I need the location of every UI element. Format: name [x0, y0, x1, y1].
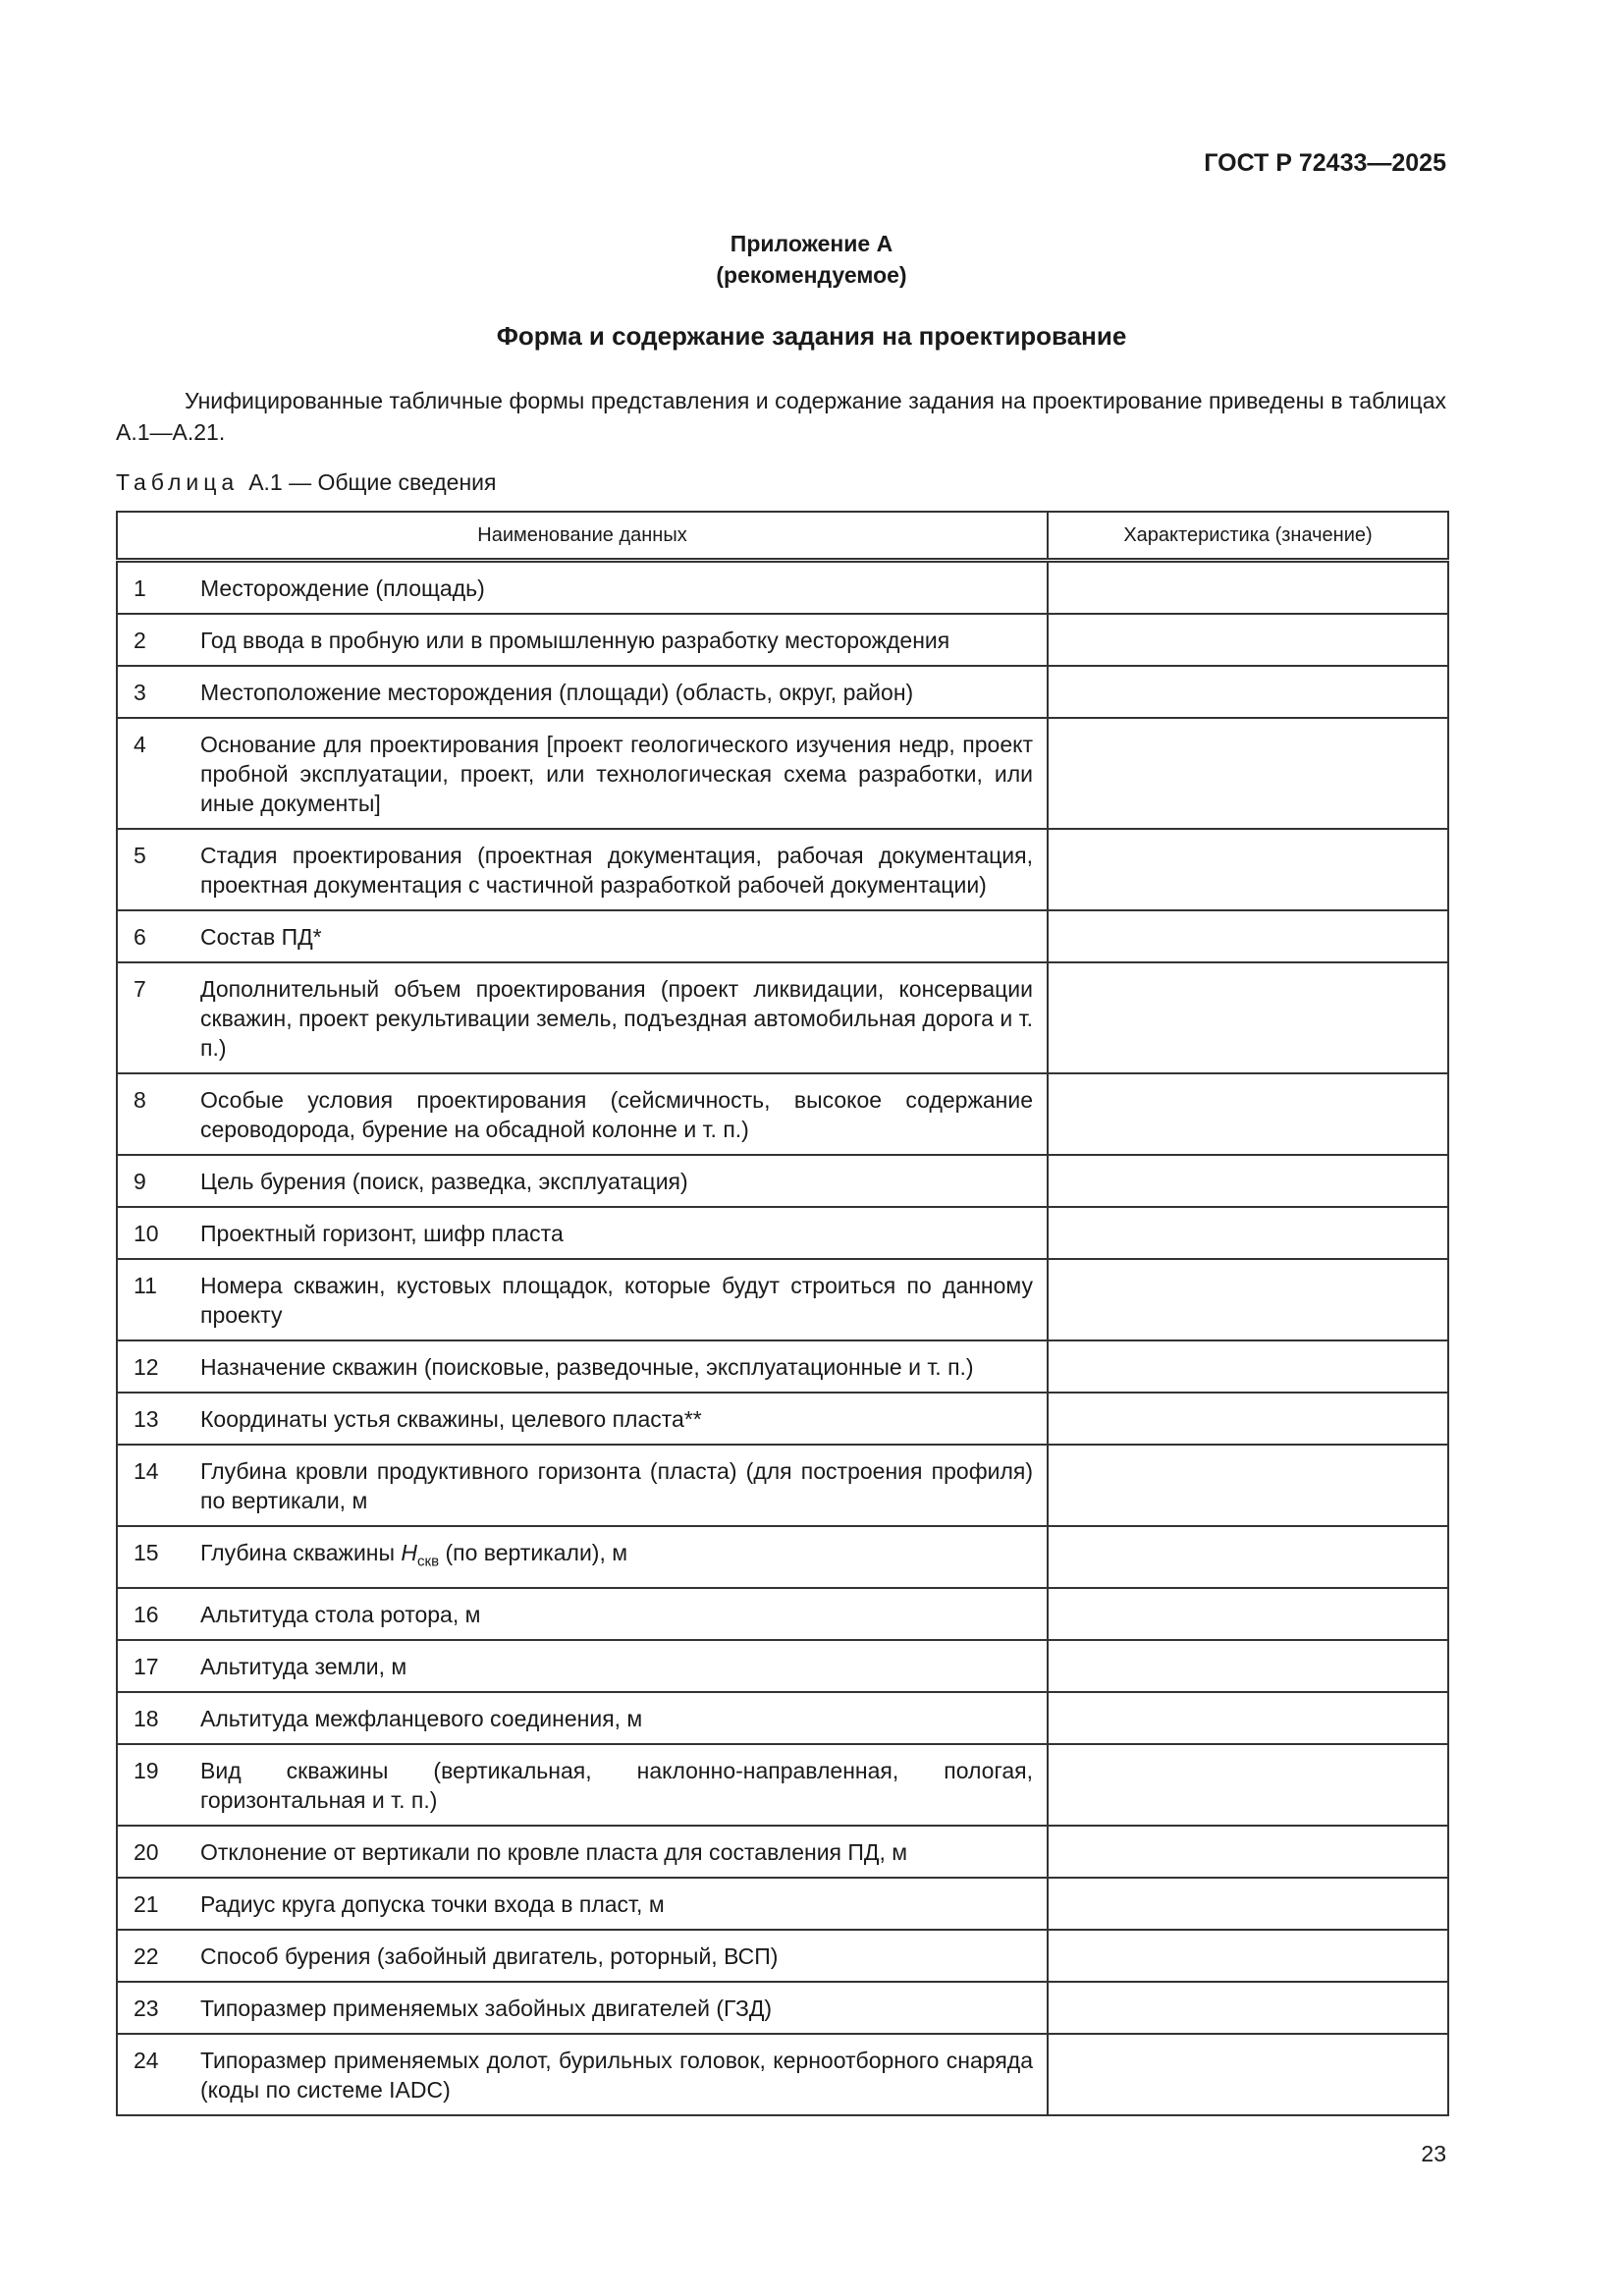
row-number: 16 — [134, 1601, 159, 1627]
row-text: Способ бурения (забойный двигатель, роторный, ВСП) — [200, 1942, 779, 1969]
intro-text: Унифицированные табличные формы представления и содержание задания на проектирование приведены в таблицах А.1—А.21. — [116, 388, 1446, 445]
row-text: Год ввода в пробную или в промышленную разработку месторождения — [200, 628, 950, 653]
data-name-cell — [117, 1259, 1048, 1340]
row-text: Цель бурения (поиск, разведка, эксплуатация) — [200, 1169, 688, 1194]
row-number: 9 — [134, 1169, 146, 1194]
value-cell — [1048, 910, 1448, 962]
table-row — [117, 1640, 1448, 1692]
table-row — [117, 962, 1448, 1073]
data-name-cell — [117, 1878, 1048, 1930]
table-row — [117, 1692, 1448, 1744]
row-number: 21 — [134, 1890, 159, 1917]
row-number: 8 — [134, 1087, 146, 1113]
row-text: Типоразмер применяемых долот, бурильных головок, керноотборного снаряда (коды по системе IADC) — [200, 2047, 1033, 2103]
value-cell — [1048, 1826, 1448, 1878]
row-text: Радиус круга допуска точки входа в пласт, м — [200, 1890, 665, 1917]
row-content — [118, 1941, 1033, 1971]
row-number: 6 — [134, 924, 146, 950]
table-row — [117, 614, 1448, 666]
table-row — [117, 1526, 1448, 1588]
value-cell — [1048, 1692, 1448, 1744]
row-number: 11 — [134, 1273, 157, 1298]
table-caption-text: А.1 — Общие сведения — [248, 469, 497, 495]
value-cell — [1048, 561, 1448, 615]
row-content — [118, 974, 1033, 1063]
row-content — [118, 1652, 1033, 1681]
row-text: Основание для проектирования [проект геологического изучения недр, проект пробной эксплуатации, проект, или технологическая схема разработки, или иные документы] — [200, 732, 1033, 816]
row-text: Стадия проектирования (проектная документация, рабочая документация, проектная документация с частичной разработкой рабочей документации) — [200, 843, 1033, 898]
value-cell — [1048, 1340, 1448, 1393]
row-content — [118, 1085, 1033, 1144]
value-cell — [1048, 1445, 1448, 1526]
row-text: Отклонение от вертикали по кровле пласта для составления ПД, м — [200, 1838, 908, 1865]
header-data-name: Наименование данных — [117, 512, 1048, 561]
row-text: Альтитуда стола ротора, м — [200, 1601, 481, 1627]
row-text — [200, 1538, 1033, 1577]
row-number: 12 — [134, 1354, 159, 1380]
row-number: 2 — [134, 628, 146, 653]
value-cell — [1048, 1640, 1448, 1692]
table-row — [117, 1155, 1448, 1207]
table-row — [117, 666, 1448, 718]
data-name-cell — [117, 1445, 1048, 1526]
page-number: 23 — [1421, 2141, 1446, 2166]
data-name-cell — [117, 1588, 1048, 1640]
row-content — [118, 626, 1033, 655]
value-cell — [1048, 1526, 1448, 1588]
section-title: Форма и содержание задания на проектирование — [496, 321, 1127, 351]
intro-paragraph — [116, 385, 1446, 448]
row-content — [118, 841, 1033, 900]
row-number: 4 — [134, 732, 146, 757]
row-content — [118, 1219, 1033, 1248]
row-content — [118, 678, 1033, 707]
value-cell — [1048, 1259, 1448, 1340]
row-text: Дополнительный объем проектирования (проект ликвидации, консервации скважин, проект рекультивации земель, подъездная автомобильная дорога и т. п.) — [200, 976, 1033, 1061]
data-name-cell — [117, 561, 1048, 615]
table-caption — [116, 469, 496, 496]
data-name-cell — [117, 1207, 1048, 1259]
row-content — [118, 1704, 1033, 1733]
row-content — [118, 1352, 1033, 1382]
row-text-before: Глубина скважины — [200, 1540, 396, 1565]
row-text: Альтитуда межфланцевого соединения, м — [200, 1705, 643, 1731]
row-text: Месторождение (площадь) — [200, 575, 485, 601]
row-content — [118, 1271, 1033, 1330]
row-number: 14 — [134, 1458, 159, 1484]
data-name-cell — [117, 910, 1048, 962]
row-number: 17 — [134, 1653, 159, 1679]
table-row — [117, 829, 1448, 910]
row-text: Особые условия проектирования (сейсмичность, высокое содержание сероводорода, бурение на обсадной колонне и т. п.) — [200, 1087, 1033, 1142]
row-content — [118, 730, 1033, 818]
data-name-cell — [117, 1826, 1048, 1878]
data-name-cell — [117, 962, 1048, 1073]
value-cell — [1048, 1393, 1448, 1445]
data-name-cell — [117, 666, 1048, 718]
row-content — [118, 1404, 1033, 1434]
table-row — [117, 1982, 1448, 2034]
data-name-cell — [117, 829, 1048, 910]
data-name-cell — [117, 1155, 1048, 1207]
data-name-cell — [117, 2034, 1048, 2115]
table-row — [117, 1259, 1448, 1340]
table-row — [117, 1340, 1448, 1393]
row-content — [118, 574, 1033, 603]
row-text: Координаты устья скважины, целевого пласта** — [200, 1406, 702, 1432]
value-cell — [1048, 718, 1448, 829]
row-number: 20 — [134, 1838, 159, 1865]
value-cell — [1048, 1155, 1448, 1207]
row-number: 24 — [134, 2047, 159, 2073]
data-name-cell — [117, 1982, 1048, 2034]
row-number: 5 — [134, 843, 146, 868]
row-number: 19 — [134, 1757, 159, 1783]
table-row — [117, 1445, 1448, 1526]
value-cell — [1048, 962, 1448, 1073]
table-row — [117, 1930, 1448, 1982]
value-cell — [1048, 1073, 1448, 1155]
table-row — [117, 1073, 1448, 1155]
table-row — [117, 561, 1448, 615]
header-characteristic: Характеристика (значение) — [1048, 512, 1448, 561]
table-row — [117, 1744, 1448, 1826]
data-name-cell — [117, 1692, 1048, 1744]
value-cell — [1048, 829, 1448, 910]
data-name-cell — [117, 614, 1048, 666]
row-content — [118, 2046, 1033, 2105]
row-number: 10 — [134, 1221, 159, 1246]
row-number: 3 — [134, 680, 146, 705]
table-row — [117, 718, 1448, 829]
row-content — [118, 1756, 1033, 1815]
row-number: 7 — [134, 976, 146, 1002]
value-cell — [1048, 1744, 1448, 1826]
row-content — [118, 1837, 1033, 1867]
row-number: 13 — [134, 1406, 159, 1432]
row-content — [118, 1994, 1033, 2023]
value-cell — [1048, 1930, 1448, 1982]
row-text: Вид скважины (вертикальная, наклонно-направленная, пологая, горизонтальная и т. п.) — [200, 1757, 1033, 1813]
row-text: Номера скважин, кустовых площадок, которые будут строиться по данному проекту — [200, 1273, 1033, 1328]
table-row — [117, 1826, 1448, 1878]
table-row — [117, 1588, 1448, 1640]
row-text: Глубина кровли продуктивного горизонта (пласта) (для построения профиля) по вертикали, м — [200, 1458, 1033, 1513]
row-content — [118, 1538, 1033, 1577]
document-code: ГОСТ Р 72433—2025 — [1204, 149, 1446, 177]
data-name-cell — [117, 1526, 1048, 1588]
row-content — [118, 1889, 1033, 1919]
value-cell — [1048, 1207, 1448, 1259]
table-caption-prefix: Таблица — [116, 469, 240, 495]
row-text: Альтитуда земли, м — [200, 1653, 407, 1679]
row-number: 15 — [134, 1540, 159, 1565]
row-text-after: (по вертикали), м — [445, 1540, 628, 1565]
value-cell — [1048, 1878, 1448, 1930]
row-text: Состав ПД* — [200, 924, 322, 950]
table-body — [117, 561, 1448, 2115]
row-text: Местоположение месторождения (площади) (область, округ, район) — [200, 680, 914, 705]
table-header-row — [117, 512, 1448, 561]
row-number: 23 — [134, 1995, 159, 2021]
depth-symbol-subscript: скв — [417, 1553, 440, 1570]
depth-symbol: Н — [401, 1540, 418, 1565]
appendix-subtitle: (рекомендуемое) — [716, 262, 907, 288]
row-content — [118, 1456, 1033, 1515]
value-cell — [1048, 1588, 1448, 1640]
value-cell — [1048, 614, 1448, 666]
row-content — [118, 1600, 1033, 1629]
row-number: 18 — [134, 1705, 159, 1731]
data-name-cell — [117, 1393, 1048, 1445]
row-content — [118, 1167, 1033, 1196]
data-name-cell — [117, 1340, 1048, 1393]
data-name-cell — [117, 1073, 1048, 1155]
value-cell — [1048, 2034, 1448, 2115]
data-name-cell — [117, 1640, 1048, 1692]
row-text: Типоразмер применяемых забойных двигателей (ГЗД) — [200, 1995, 773, 2021]
table-row — [117, 1878, 1448, 1930]
general-info-table — [116, 511, 1449, 2116]
data-name-cell — [117, 1930, 1048, 1982]
table-row — [117, 1207, 1448, 1259]
data-name-cell — [117, 718, 1048, 829]
table-row — [117, 2034, 1448, 2115]
row-text: Проектный горизонт, шифр пласта — [200, 1221, 564, 1246]
row-text: Назначение скважин (поисковые, разведочные, эксплуатационные и т. п.) — [200, 1354, 974, 1380]
value-cell — [1048, 666, 1448, 718]
table-row — [117, 910, 1448, 962]
row-content — [118, 922, 1033, 952]
appendix-heading — [0, 228, 1623, 291]
appendix-title: Приложение А — [730, 231, 893, 256]
table-row — [117, 1393, 1448, 1445]
data-name-cell — [117, 1744, 1048, 1826]
value-cell — [1048, 1982, 1448, 2034]
row-number: 1 — [134, 575, 146, 601]
row-number: 22 — [134, 1942, 159, 1969]
